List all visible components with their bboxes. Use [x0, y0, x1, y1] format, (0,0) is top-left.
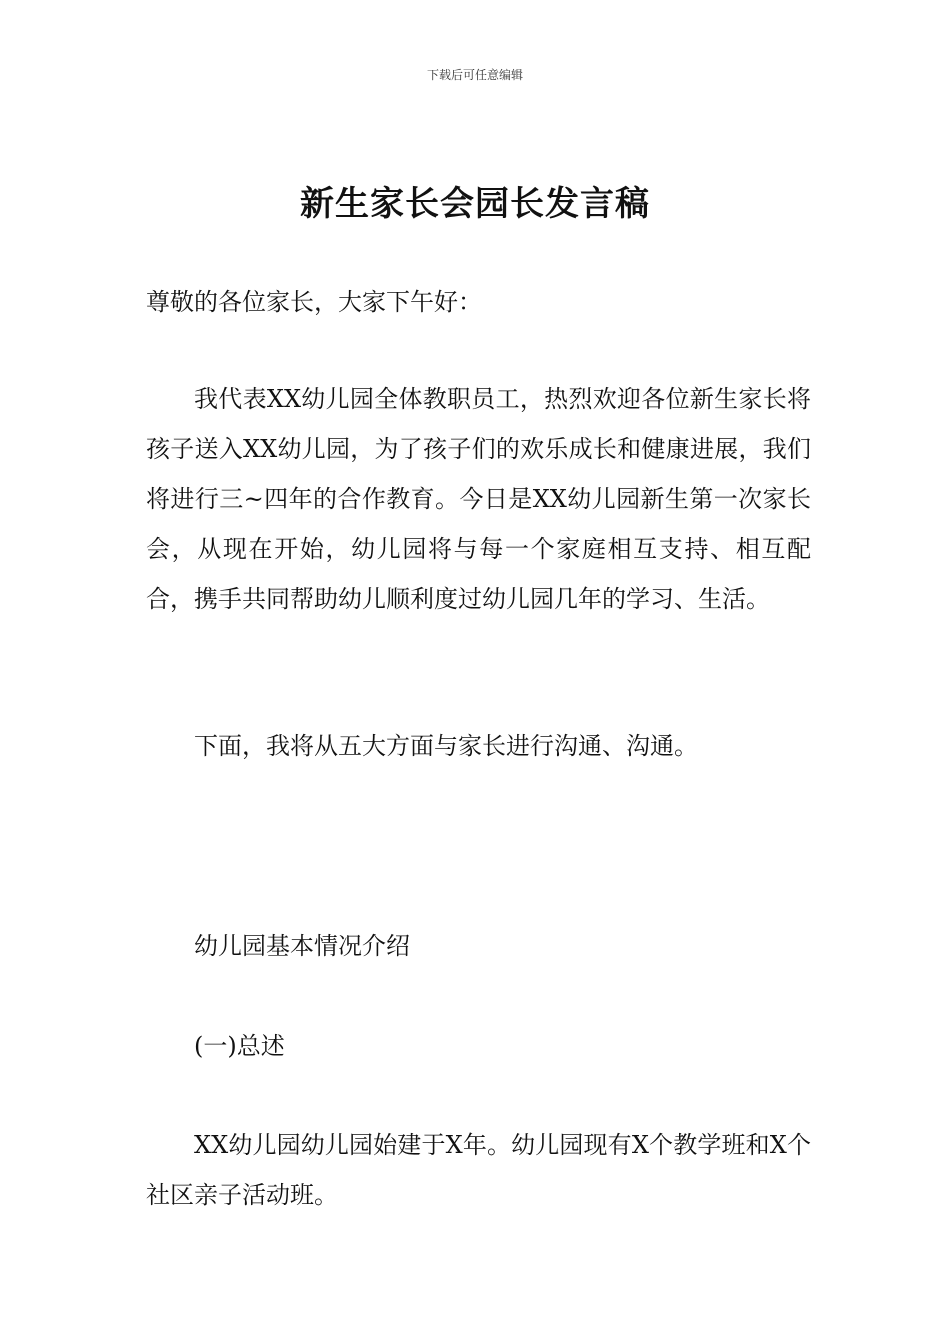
- subsection-heading: (一)总述: [194, 1032, 285, 1060]
- overview-paragraph: 下面，我将从五大方面与家长进行沟通、沟通。: [194, 732, 698, 760]
- header-note: 下载后可任意编辑: [426, 68, 523, 82]
- welcome-paragraph: 我代表XX幼儿园全体教职员工，热烈欢迎各位新生家长将孩子送入XX幼儿园，为了孩子们的欢乐成长和健康进展，我们将进行三~四年的合作教育。今日是XX幼儿园新生第一次家长会，从现在开始，幼儿园将与每一个家庭相互支持、相互配合，携手共同帮助幼儿顺利度过幼儿园几年的学习、生活。: [146, 385, 811, 613]
- closing-paragraph: XX幼儿园幼儿园始建于X年。幼儿园现有X个教学班和X个社区亲子活动班。: [146, 1131, 811, 1209]
- greeting-line: 尊敬的各位家长，大家下午好：: [146, 288, 482, 316]
- section-heading: 幼儿园基本情况介绍: [194, 932, 410, 960]
- document-title: 新生家长会园长发言稿: [300, 184, 650, 224]
